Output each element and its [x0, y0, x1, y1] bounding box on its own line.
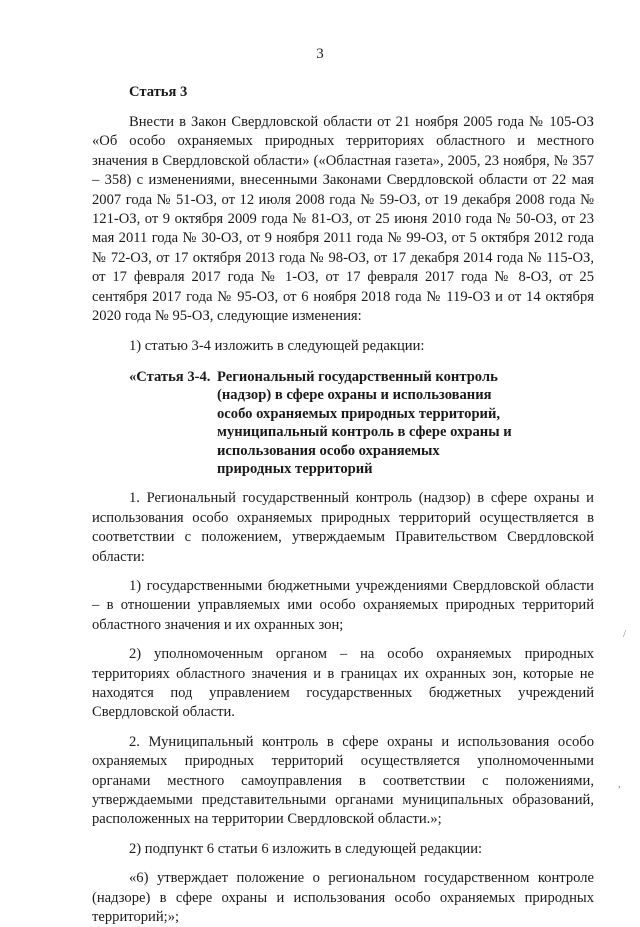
amendment-item-1: 1) статью 3-4 изложить в следующей редакции: [129, 338, 425, 355]
scan-mark: / [623, 628, 627, 640]
subclause-6: «6) утверждает положение о региональном государственном контроле (надзоре) в сфере охраны и использования особо охраняемых природных территорий;»; [92, 870, 594, 926]
inserted-article-name: Региональный государственный контроль (надзор) в сфере охраны и использования особо охраняемых природных территорий, муниципальный контроль в сфере охраны и использования особо охраняемых природных территорий [217, 368, 512, 477]
scan-mark: , [618, 778, 621, 790]
inserted-article-number: «Статья 3-4. [129, 368, 211, 385]
clause-2: 2. Муниципальный контроль в сфере охраны и использования особо охраняемых природных территорий осуществляется уполномоченными органами местного самоуправления в соответствии с положениями, утверждаемыми представительными органами муниципальных образований, расположенных на территории Свердловской области.»; [92, 733, 594, 828]
subclause-2: 2) уполномоченным органом – на особо охраняемых природных территориях областного значения и в границах их охранных зон, которые не находятся под управлением государственных бюджетных учреждений Свердловской области. [92, 646, 594, 721]
amendment-item-2: 2) подпункт 6 статьи 6 изложить в следующей редакции: [129, 840, 483, 857]
clause-1: 1. Региональный государственный контроль (надзор) в сфере охраны и использования особо охраняемых природных территорий осуществляется в соответствии с положением, утверждаемым Правительством Свердловской области: [92, 490, 594, 565]
document-body [92, 72, 594, 927]
intro-paragraph: Внести в Закон Свердловской области от 21 ноября 2005 года № 105-ОЗ «Об особо охраняемых природных территориях областного и местного значения в Свердловской области» («Областная газета», 2005, 23 ноября, № 357 – 358) с изменениями, внесенными Законами Свердловской области от 22 мая 2007 года № 51-ОЗ, от 12 июля 2008 года № 59-ОЗ, от 19 декабря 2008 года № 121-ОЗ, от 9 октября 2009 года № 81-ОЗ, от 25 июня 2010 года № 50-ОЗ, от 23 мая 2011 года № 30-ОЗ, от 9 ноября 2011 года № 99-ОЗ, от 5 октября 2012 года № 72-ОЗ, от 17 октября 2013 года № 98-ОЗ, от 17 декабря 2014 года № 115-ОЗ, от 17 февраля 2017 года № 1-ОЗ, от 17 февраля 2017 года № 8-ОЗ, от 25 сентября 2017 года № 95-ОЗ, от 6 ноября 2018 года № 119-ОЗ и от 14 октября 2020 года № 95-ОЗ, следующие изменения: [92, 114, 594, 325]
page-number: 3 [316, 46, 324, 62]
inserted-article-title [92, 368, 594, 478]
subclause-1: 1) государственными бюджетными учреждениями Свердловской области – в отношении управляемых ими особо охраняемых природных территорий областного значения и их охранных зон; [92, 577, 594, 633]
article-heading: Статья 3 [129, 84, 188, 100]
